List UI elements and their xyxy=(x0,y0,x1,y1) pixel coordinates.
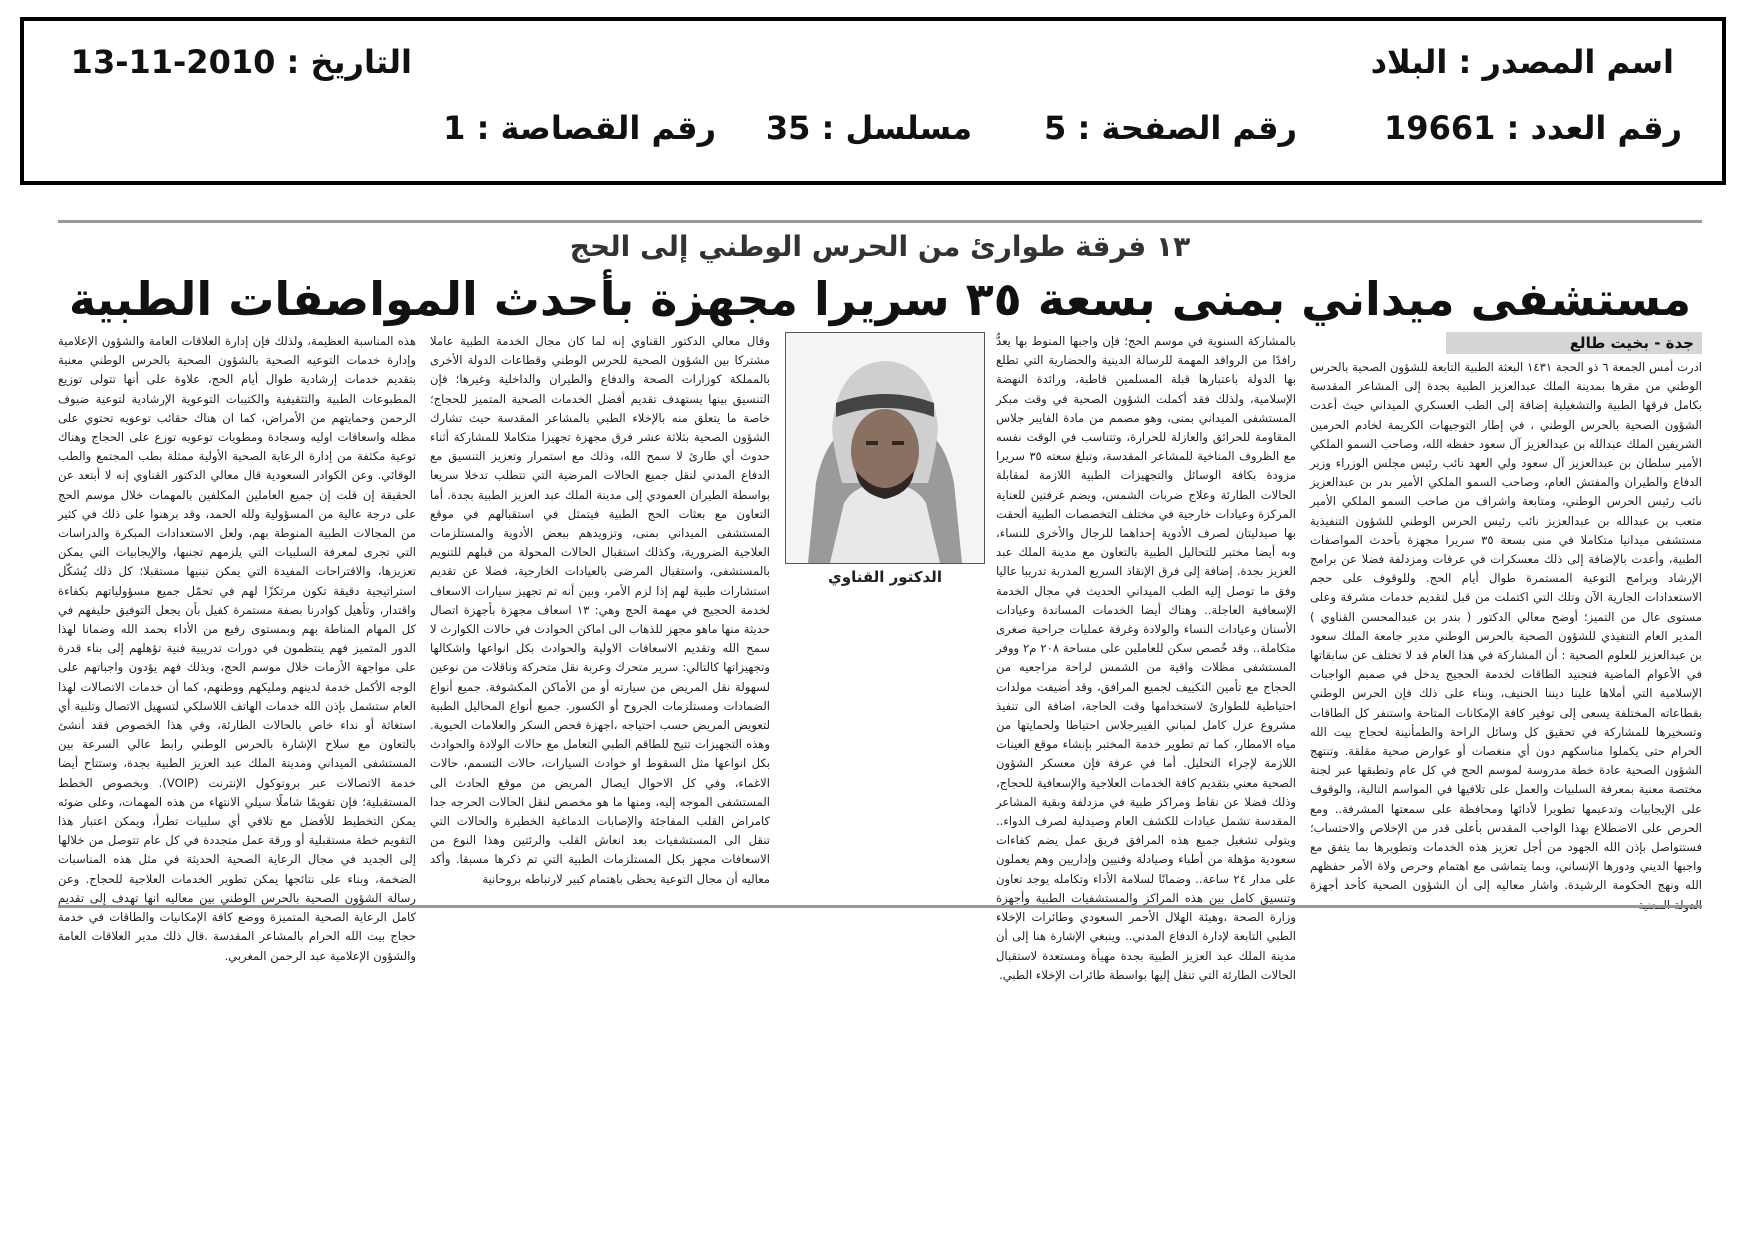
serial-value: 35 xyxy=(765,109,811,147)
article-column-2 xyxy=(996,332,1297,982)
bottom-divider xyxy=(58,905,1702,908)
source-name: اسم المصدر : البلاد xyxy=(1370,43,1674,81)
column-4-text: هذه المناسبة العظيمة، ولذلك فإن إدارة العلاقات العامة والشؤون الإعلامية وإدارة خدمات التوعيه الصحية بالشؤون الصحية بالحرس الوطني معنية بتقديم خدمات إرشادية طوال أيام الحج، علاوة على أنها تتولى توزيع المطبوعات الطبية والتثقيفية والكتيبات التوعوية الإرشادية لتوعية ضيوف الرحمن وحمايتهم من الأمراض، كما ان هناك حقائب توعويه تحتوي على مظله واسعافات اوليه وسجادة ومطويات توعويه توزع على الحجاج وهناك توعية مكثفة من إدارة الرعاية الصحية الأولية ممثلة بطب المجتمع والطب الوقائي. وعن الكوادر السعودية قال معالي الدكتور القناوي إنه لا أبتعد عن الحقيقة إن قلت إن جميع العاملين المكلفين بالمهمات خلال موسم الحج على درجة عالية من المسؤولية ولله الحمد، وقد برهنوا على ذلك في كثير من المجالات الطبية المنوطة بهم، ولعل الاستعدادات المبكرة والدراسات التي تجرى لمعرفة السلبيات التي يلزمهم تجنبها، والإيجابيات التي يمكن تعزيزها، والاقتراحات المفيدة التي يمكن تبنيها مستقبلا؛ كل ذلك يُشكّل استراتيجية دقيقة تكون مرتكزًا لهم في تحمّل جميع مسؤولياتهم بكفاءة واقتدار، وتأهيل كوادرنا بصفة مستمرة كفيل بأن يجعل التوفيق حليفهم في كل المهام المناطة بهم وبمستوى رفيع من الأداء بحمد الله وضمانا لهذا الدور المتميز فهم ينتظمون في دورات تدريبية فنية تؤهلهم إلى بناء قدرة على مواجهة الأزمات خلال موسم الحج، وبذلك فهم يؤدون واجباتهم على الوجه الأكمل خدمة لدينهم ومليكهم ووطنهم، كما أن خدمات الاتصالات لهذا العام ستشمل بإذن الله خدمات الهاتف اللاسلكي لتسهيل الاتصال وتلبية أي استغاثة أو نداء خاص بالحالات الطارئة، وفي هذا الخصوص فقد أنشئ بالتعاون مع سلاح الإشارة بالحرس الوطني رابط عالي السرعة بين المستشفى الميداني ومدينة الملك عبد العزيز الطبية بجدة، وستتاح أيضا خدمة الاتصالات عبر بروتوكول الإنترنت (VOIP). وبخصوص الخطط المستقبلية؛ فإن تقويمًا شاملًا سيلي الانتهاء من هذه المهمات، وعلى ضوئه يمكن التخطيط للأفضل مع تلافي أي سلبيات تطرأ، ويمكن اعتبار هذا التقويم خطة مستقبلية أو ورقة عمل متجددة في كل عام تتوصل من خلالها إلى الجديد في مجال الرعاية الصحية الحديثة في مثل هذه المناسبات الضخمة، وبناء على نتائجها يمكن تطوير الخدمات العلاجية للحجاج. وعن رسالة الشؤون الصحية بالحرس الوطني بين معاليه انها تهدف إلى تقديم كامل الرعاية الصحية المتميزة ووضع كافة الإمكانيات والطاقات في خدمة حجاج بيت الله الحرام بالمشاعر المقدسة .قال ذلك مدير العلاقات العامة والشؤون الإعلامية عبد الرحمن المغربي. xyxy=(58,334,416,963)
clip-value: 1 xyxy=(443,109,466,147)
page-label: رقم الصفحة : xyxy=(1077,109,1297,147)
clip-label: رقم القصاصة : xyxy=(476,109,716,147)
issue-value: 19661 xyxy=(1384,109,1496,147)
article-byline: جدة - بخيت طالع xyxy=(1446,332,1702,354)
date-field xyxy=(71,43,412,81)
article-column-4 xyxy=(58,332,416,963)
page-number-field xyxy=(1044,109,1297,147)
article-column-3 xyxy=(430,332,770,898)
column-1-text: ادرت أمس الجمعة ٦ ذو الحجة ١٤٣١ البعثة الطبية التابعة للشؤون الصحية بالحرس الوطني من مقرها بمدينة الملك عبدالعزيز الطبية بجدة إلى المشاعر المقدسة بكامل فرقها الطبية والتشغيلية إضافة إلى الطب العسكري الميداني حيث أعدت الشؤون الصحية بالحرس الوطني ، في إطار التوجيهات الكريمة لخادم الحرمين الشريفين الملك عبدالله بن عبدالعزيز آل سعود حفظه الله، وصاحب السمو الملكي الأمير سلطان بن عبدالعزيز آل سعود ولي العهد نائب رئيس مجلس الوزراء وزير الدفاع والطيران والمفتش العام، وصاحب السمو الملكي الأمير بدر بن عبدالعزيز نائب رئيس الحرس الوطني، ومتابعة واشراف من صاحب السمو الملكي الأمير متعب بن عبدالله بن عبدالعزيز نائب رئيس الحرس الوطني للشؤون التنفيذية مستشفى ميدانيا متكاملا في منى بسعة ٣٥ سريرا مجهزة بأحدث المواصفات الطبية، وأعدت بالإضافة إلى ذلك معسكرات في عرفات ومزدلفة فضلا عن برامج الإرشاد وبرامج التوعية المستمرة طوال أيام الحج. وللوقوف على حجم الاستعدادات الجارية الآن وتلك التي اكتملت من قبل لتقديم خدمات مشرفة وعلى مستوى عال من التميز؛ أوضح معالي الدكتور ( بندر بن عبدالمحسن القناوي ) المدير العام التنفيذي للشؤون الصحية بالحرس الوطني مدير جامعة الملك سعود بن عبدالعزيز للعلوم الصحية : أن المشاركة في هذا العام قد لا تختلف عن سابقاتها في الأعوام الماضية فتجنيد الطاقات لخدمة الحجيج يدخل في صميم الواجبات الإسلامية التي أملاها علينا ديننا الحنيف، وبناء على ذلك فإن الحرس الوطني بقطاعاته المختلفة يسعى إلى توفير كافة الإمكانات المتاحة واستنفر كل الطاقات وتسخيرها للمشاركة في تحقيق كل وسائل الراحة والطمأنينة لحجاج بيت الله الحرام حتى يكملوا مناسكهم دون أي منغصات أو عوارض صحية مقلقة. وتنتهج الشؤون الصحية عادة خطة مدروسة لموسم الحج في كل عام وتطبقها عبر لجنة مختصة معنية بمعرفة السلبيات والعمل على تلافيها في المواسم التالية، والوقوف على الإيجابيات وتدعيمها تطويرا لأدائها ومحافظة على سمعتها المشرفة.. ومع الحرص على الاضطلاع بهذا الواجب المقدس بأعلى قدر من الإخلاص والاحتساب؛ فستتواصل بإذن الله الجهود من أجل تعزيز هذه الخدمات وتطويرها بما يتفق مع واجبها الديني ودورها الإنساني، وبما يتماشى مع اهتمام وحرص ولاة الأمر حفظهم الله ونهج الحكومة الرشيدة. واشار معاليه إلى أن الشؤون الصحية كأحد أجهزة xyxy=(1310,360,1702,893)
date-value: 13-11-2010 xyxy=(70,43,276,81)
article-column-1 xyxy=(1310,358,1702,898)
portrait-image xyxy=(786,333,984,563)
issue-label: رقم العدد : xyxy=(1506,109,1682,147)
column-2-text: بالمشاركة السنوية في موسم الحج؛ فإن واجبها المنوط بها يعدُّ رافدًا من الروافد المهمة للرسالة الدينية والحضارية التي تطلع بها الدولة باعتبارها قبلة المسلمين قاطبة، ورائدة النهضة الإسلامية، ولذلك فقد أكملت الشؤون الصحية في وقت مبكر المستشفى الميداني بمنى، وهو مصمم من مادة الفايبر جلاس المقاومة للحرائق والعازلة للحرارة، وتتناسب في الوقت نفسه مع الظروف المناخية للمشاعر المقدسة، وتبلغ سعته ٣٥ سريرا مزودة بكافة الوسائل والتجهيزات الطبية اللازمة لمقابلة الحالات الطارئة وعلاج ضربات الشمس، ويضم غرفتين للعناية المركزة وعيادات خارجية في مختلف التخصصات الطبية ألحقت بها صيدليتان لصرف الأدوية إحداهما للرجال والأخرى للنساء، وبه أيضا مختبر للتحاليل الطبية بالتعاون مع مدينة الملك عبد العزيز بجدة. إضافة إلى فرق الإنقاذ السريع المدربة تدريبا عاليا وفق ما توصل إليه الطب الميداني الحديث في مجال الخدمة الإسعافية العاجلة.. وهناك أيضا الخدمات المساندة وعيادات الأسنان وعيادات النساء والولادة وغرفة عمليات جراحية صغرى متكاملة.. وقد خُصص سكن للعاملين على مساحة ٢٠٨ م٢ ووفر المستشفى مظلات واقية من الشمس لراحة مراجعيه من الحجاج مع تأمين التكييف لجميع المرافق، وقد أضيفت مولدات احتياطية للطوارئ لاستخدامها وقت الحاجة، اضافة الى تنفيذ مشروع عزل كامل لمباني الفيبرجلاس احتياطا ولحمايتها من مياه الامطار، كما تم تطوير خدمة المختبر بإنشاء موقع العينات اللازمة لإجراء التحليل. أما في عرفة فإن معسكر الشؤون الصحية معني بتقديم كافة الخدمات العلاجية والإسعافية للحجاج، وذلك فضلا عن نقاط ومراكز طبية في مزدلفة وبقية المشاعر المقدسة تشمل عيادات للكشف العام وصيدلية لصرف الدواء.. ويتولى تشغيل جميع هذه المرافق فريق عمل يضم كفاءات سعودية مؤهلة من أطباء وصيادلة وفنيين وإداريين وهم يعملون على مدار ٢٤ ساعة.. وضمانًا لسلامة الأداء وتكامله يوجد تعاون وتنسيق كامل بين هذه المراكز والمستشفيات الطبية وأجهزة وزارة الصحة ،وهيئة الهلال الأحمر السعودي وطائرات الإخلاء الطبي التابعة لإدارة الدفاع المدني.. وينبغي الإشارة هنا إلى أن مدينة الملك عبد العزيز الطبية بجدة مهيأة ومستعدة لاستقبال الحالات الطارئة التي تنقل إليها بواسطة طائرات الإخلاء الطبي. xyxy=(996,334,1297,982)
serial-label: مسلسل : xyxy=(821,109,972,147)
article-headline: مستشفى ميداني بمنى بسعة ٣٥ سريرا مجهزة بأحدث المواصفات الطبية xyxy=(68,272,1692,326)
serial-field xyxy=(766,109,972,147)
clip-number-field xyxy=(443,109,716,147)
clipping-header xyxy=(20,17,1726,185)
photo-caption: الدكتور القناوي xyxy=(828,568,942,586)
date-label: التاريخ : xyxy=(286,43,412,81)
column-3-text: وقال معالي الدكتور القناوي إنه لما كان مجال الخدمة الطبية عاملا مشتركا بين الشؤون الصحية للحرس الوطني وقطاعات الدولة الأخرى بالمملكة كوزارات الصحة والدفاع والطيران والداخلية وغيرها؛ فإن التنسيق بينها يستهدف تقديم أفضل الخدمات الصحية المتميز للحجاج؛ خاصة ما يتعلق منه بالإخلاء الطبي بالمشاعر المقدسة حيث تشارك الشؤون الصحية بثلاثة عشر فرق مجهزة تجهيزا متكاملا للمشاركة أثناء حدوث أي طارئ لا سمح الله، وذلك مع استمرار وتعزيز التنسيق مع الدفاع المدني لنقل جميع الحالات المرضية التي تتطلب تدخلا سريعا بواسطة الطيران العمودي إلى مدينة الملك عبد العزيز الطبية بجدة. أما التعاون مع بعثات الحج الطبية فيتمثل في استقبالهم في موقع المستشفى الميداني بمنى، وتزويدهم ببعض الأدوية والمستلزمات العلاجية الضرورية، وكذلك استقبال الحالات المحولة من قبلهم للتنويم بالمستشفى، واستقبال المرضى بالعيادات الخارجية، فضلا عن تقديم استشارات طبية لهم إذا لزم الأمر، وبين أنه تم تجهيز سيارات الاسعاف لخدمة الحجيج في مهمة الحج وهي: ١٣ اسعاف مجهزة بأجهزة اتصال حديثة منها ماهو مجهز للذهاب الى اماكن الحوادث في حالات الكوارث لا سمح الله وتقديم الاسعافات الاولية والحوادث بكل انواعها واشكالها وتجهيزاتها كالتالي: سرير متحرك وعربة نقل متحركة وناقلات من نوعين لسهولة نقل المريض من سيارته أو من الأماكن المكشوفة. جميع أنواع الضمادات ومستلزمات الجروح أو الكسور. جميع أنواع المحاليل الطبية لتعويض المريض حسب احتياجه ،اجهزة فحص السكر والعلامات الحيوية. وهذه التجهيزات تتيح للطاقم الطبي التعامل مع حالات الولادة والحوادث بكل انواعها مثل السقوط او حوادث السيارات، حالات التسمم، حالات الاغماء، وفي كل الاحوال ايصال المريض من موقع الحادث الى المستشفى الموجه إليه، ومنها ما هو مخصص لنقل الحالات الحرجه جدا كامراض القلب المفاجئة والإصابات الدماغية الخطيرة والحالات التي تنقل الى المستشفيات بعد انعاش القلب والرئتين وهذا النوع من الاسعافات مجهز بكل المستلزمات الطبية التي تم ذكرها مسبقا. وأكد معاليه أن مجال التوعية يحظى باهتمام كبير لارتباطه بروحانية xyxy=(430,334,770,886)
top-divider xyxy=(58,220,1702,223)
newspaper-clipping xyxy=(58,220,1702,982)
article-kicker: ١٣ فرقة طوارئ من الحرس الوطني إلى الحج xyxy=(569,230,1191,263)
page-value: 5 xyxy=(1044,109,1067,147)
author-photo xyxy=(785,332,985,564)
issue-number-field xyxy=(1384,109,1682,147)
